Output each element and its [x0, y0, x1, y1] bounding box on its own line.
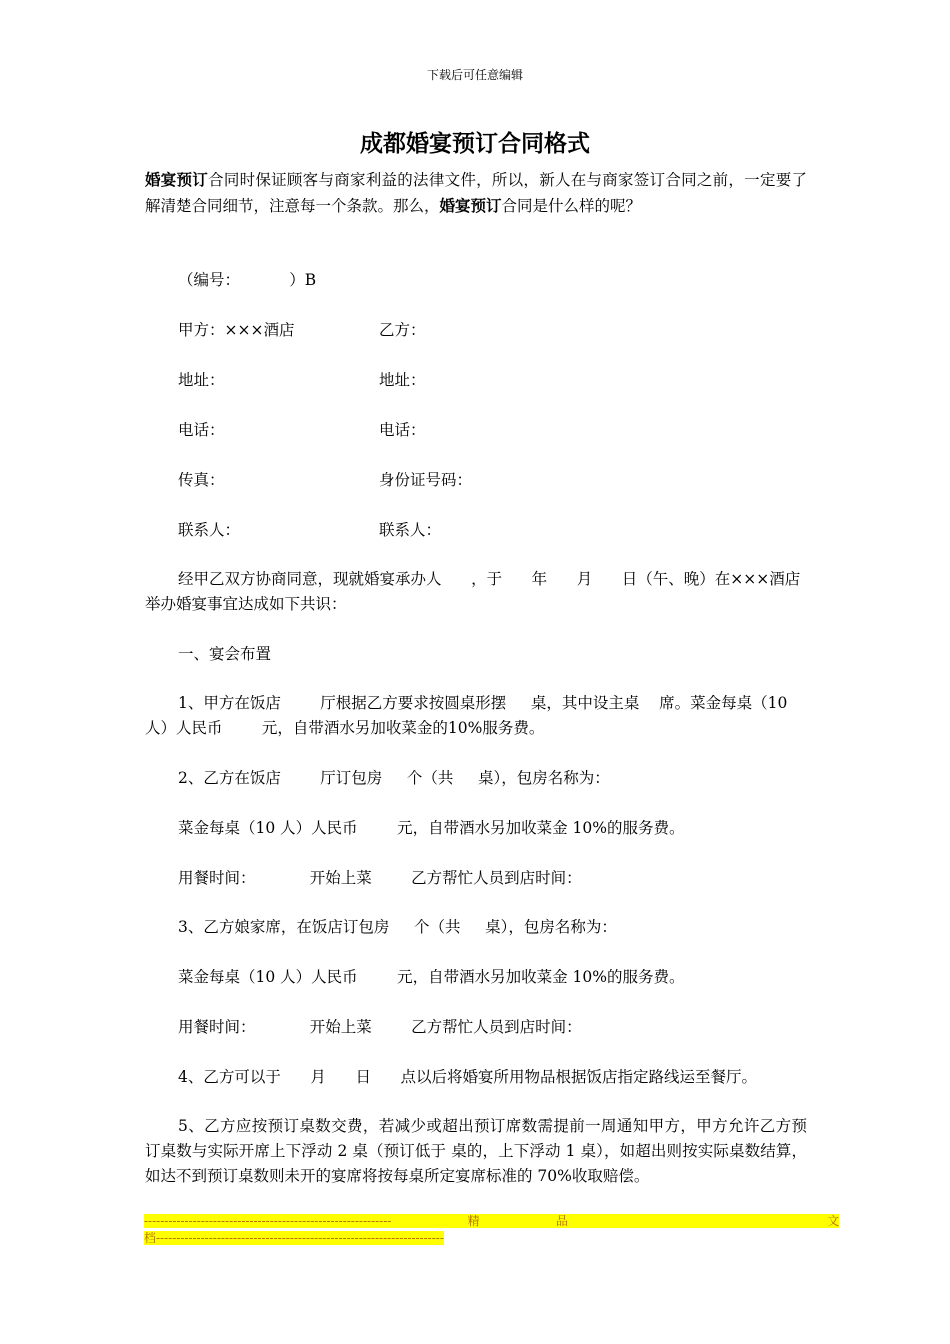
footer-banner-line-2: 档----------------------------------------------------------------------- [144, 1231, 444, 1245]
party-b-id: 身份证号码： [379, 471, 473, 489]
item-2-price: 菜金每桌（10 人）人民币 元，自带酒水另加收菜金 10%的服务费。 [178, 819, 685, 837]
item-3: 3、乙方娘家席，在饭店订包房 个（共 桌），包房名称为： [178, 918, 617, 936]
item-1-line-1: 1、甲方在饭店 厅根据乙方要求按圆桌形摆 桌，其中设主桌 席。菜金每桌（10 [178, 694, 788, 712]
party-b-phone: 电话： [379, 421, 426, 439]
section-1-heading: 一、宴会布置 [178, 645, 272, 663]
party-a-fax: 传真： [178, 471, 225, 489]
item-3-time: 用餐时间： 开始上菜 乙方帮忙人员到店时间： [178, 1018, 582, 1036]
party-a-phone: 电话： [178, 421, 225, 439]
item-4: 4、乙方可以于 月 日 点以后将婚宴所用物品根据饭店指定路线运至餐厅。 [178, 1068, 758, 1086]
party-b-name: 乙方： [379, 321, 426, 339]
agreement-line-2: 举办婚宴事宜达成如下共识： [145, 595, 347, 613]
party-a-contact: 联系人： [178, 521, 241, 539]
item-2-time: 用餐时间： 开始上菜 乙方帮忙人员到店时间： [178, 869, 582, 887]
intro-text: 合同时保证顾客与商家利益的法律文件，所以，新人在与商家签订合同之前，一定要了解清楚合同细节，注意每一个条款。那么， [145, 171, 807, 215]
contract-number: （编号： ）B [178, 271, 317, 289]
party-b-address: 地址： [379, 371, 426, 389]
document-title: 成都婚宴预订合同格式 [360, 130, 590, 157]
intro-bold-term: 婚宴预订 [145, 170, 209, 189]
intro-paragraph [145, 167, 807, 219]
party-a-name: 甲方：×××酒店 [178, 321, 295, 339]
party-b-contact: 联系人： [379, 521, 442, 539]
footer-banner-line-1: ------------------------------------------------------------- 精 品 文 [144, 1214, 840, 1228]
header-note: 下载后可任意编辑 [426, 68, 523, 82]
party-a-address: 地址： [178, 371, 225, 389]
item-1-line-2: 人）人民币 元，自带酒水另加收菜金的10%服务费。 [145, 719, 545, 737]
item-5: 5、乙方应按预订桌数交费，若减少或超出预订席数需提前一周通知甲方，甲方允许乙方预订桌数与实际开席上下浮动 2 桌（预订低于 桌的，上下浮动 1 桌），如超出则按实际桌数结算，如达不到预订桌数则未开的宴席将按每桌所定宴席标准的 70%收取赔偿。 [145, 1117, 807, 1185]
agreement-line-1: 经甲乙双方协商同意，现就婚宴承办人 ，于 年 月 日（午、晚）在×××酒店 [178, 570, 801, 588]
intro-bold-term-2: 婚宴预订 [439, 196, 502, 215]
intro-text-2: 合同是什么样的呢？ [501, 197, 642, 215]
item-3-price: 菜金每桌（10 人）人民币 元，自带酒水另加收菜金 10%的服务费。 [178, 968, 685, 986]
item-2: 2、乙方在饭店 厅订包房 个（共 桌），包房名称为： [178, 769, 610, 787]
